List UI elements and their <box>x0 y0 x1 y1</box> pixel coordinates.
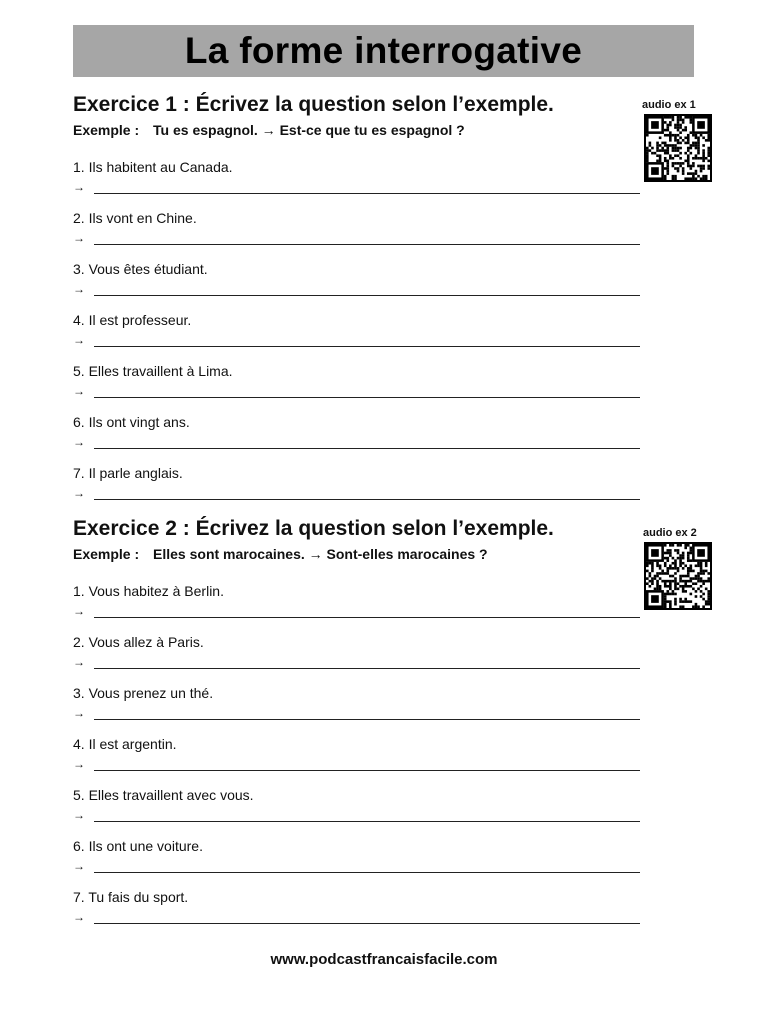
question-text: 7. Il parle anglais. <box>73 465 183 481</box>
list-item <box>73 261 713 312</box>
arrow-icon: → <box>73 757 85 771</box>
list-item <box>73 159 713 210</box>
answer-line[interactable] <box>94 656 640 669</box>
example-text: Elles sont marocaines. → Sont-elles marocaines ? <box>153 546 488 562</box>
list-item <box>73 889 713 940</box>
qr-code-graphic <box>646 116 710 180</box>
example-line <box>73 121 713 139</box>
question-text: 3. Vous prenez un thé. <box>73 685 214 701</box>
exercise-title: Exercice 1 : Écrivez la question selon l’exemple. <box>73 93 554 116</box>
arrow-icon: → <box>73 282 85 296</box>
answer-line[interactable] <box>94 758 640 771</box>
question-text: 2. Ils vont en Chine. <box>73 210 197 226</box>
qr-code-icon[interactable] <box>644 542 712 610</box>
arrow-icon: → <box>73 333 85 347</box>
list-item <box>73 838 713 889</box>
list-item <box>73 414 713 465</box>
audio-label: audio ex 1 <box>642 99 696 111</box>
arrow-icon: → <box>73 384 85 398</box>
list-item <box>73 363 713 414</box>
arrow-icon: → <box>73 808 85 822</box>
question-text: 5. Elles travaillent avec vous. <box>73 787 254 803</box>
audio-label: audio ex 2 <box>643 527 697 539</box>
answer-line[interactable] <box>94 385 640 398</box>
question-text: 5. Elles travaillent à Lima. <box>73 363 233 379</box>
arrow-icon: → <box>73 859 85 873</box>
answer-line[interactable] <box>94 334 640 347</box>
question-text: 4. Il est professeur. <box>73 312 192 328</box>
page-title: La forme interrogative <box>184 30 583 71</box>
answer-line[interactable] <box>94 860 640 873</box>
answer-line[interactable] <box>94 487 640 500</box>
question-text: 1. Ils habitent au Canada. <box>73 159 233 175</box>
list-item <box>73 634 713 685</box>
arrow-icon: → <box>73 180 85 194</box>
exercise-2 <box>73 517 713 940</box>
list-item <box>73 685 713 736</box>
list-item <box>73 210 713 261</box>
list-item <box>73 787 713 838</box>
answer-line[interactable] <box>94 707 640 720</box>
question-list <box>73 159 713 516</box>
list-item <box>73 583 713 634</box>
exercise-1 <box>73 93 713 516</box>
exercise-title: Exercice 2 : Écrivez la question selon l’exemple. <box>73 517 554 540</box>
question-text: 3. Vous êtes étudiant. <box>73 261 208 277</box>
answer-line[interactable] <box>94 232 640 245</box>
arrow-icon: → <box>73 486 85 500</box>
question-text: 6. Ils ont une voiture. <box>73 838 203 854</box>
list-item <box>73 736 713 787</box>
question-text: 4. Il est argentin. <box>73 736 177 752</box>
answer-line[interactable] <box>94 605 640 618</box>
question-text: 2. Vous allez à Paris. <box>73 634 204 650</box>
question-text: 7. Tu fais du sport. <box>73 889 189 905</box>
answer-line[interactable] <box>94 181 640 194</box>
qr-code-graphic <box>646 544 710 608</box>
question-text: 6. Ils ont vingt ans. <box>73 414 190 430</box>
answer-line[interactable] <box>94 911 640 924</box>
answer-line[interactable] <box>94 809 640 822</box>
example-line <box>73 545 713 563</box>
arrow-icon: → <box>73 231 85 245</box>
example-text: Tu es espagnol. → Est-ce que tu es espagnol ? <box>153 122 465 138</box>
website-footer[interactable]: www.podcastfrancaisfacile.com <box>270 951 498 968</box>
list-item <box>73 312 713 363</box>
answer-line[interactable] <box>94 283 640 296</box>
arrow-icon: → <box>73 435 85 449</box>
answer-line[interactable] <box>94 436 640 449</box>
qr-code-icon[interactable] <box>644 114 712 182</box>
arrow-icon: → <box>73 604 85 618</box>
arrow-icon: → <box>73 910 85 924</box>
arrow-icon: → <box>73 706 85 720</box>
title-banner <box>73 25 694 77</box>
arrow-icon: → <box>73 655 85 669</box>
question-list <box>73 583 713 940</box>
example-label: Exemple : <box>73 122 140 138</box>
example-label: Exemple : <box>73 546 140 562</box>
list-item <box>73 465 713 516</box>
question-text: 1. Vous habitez à Berlin. <box>73 583 224 599</box>
